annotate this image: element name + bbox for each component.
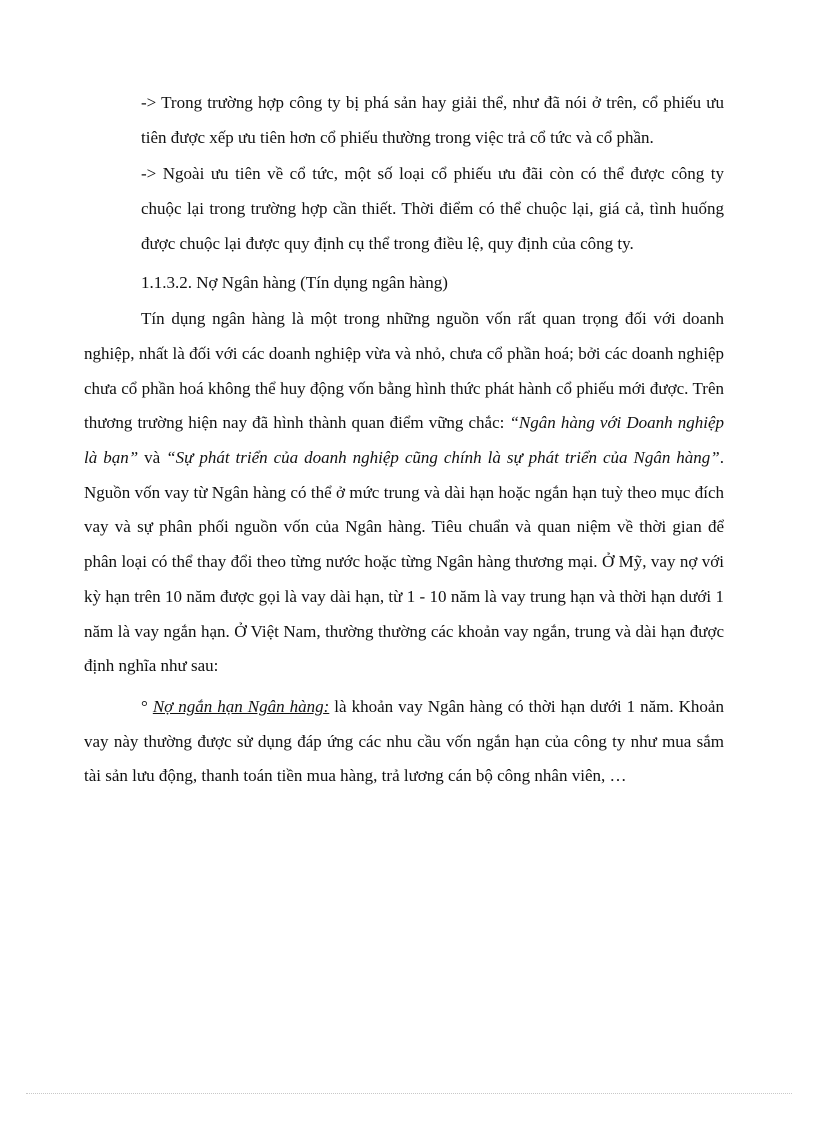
bank-credit-and: và (138, 448, 167, 468)
short-term-loan-colon: : (323, 696, 330, 716)
page-bottom-divider (26, 1093, 792, 1094)
paragraph-preferred-stock-redemption: -> Ngoài ưu tiên về cổ tức, một số loại cổ phiếu ưu đãi còn có thể được công ty chuộc lại trong trường hợp cần thiết. Thời điểm có thể chuộc lại, giá cả, tình huống được chuộc lại được quy định cụ thể trong điều lệ, quy định của công ty. (141, 164, 724, 253)
paragraph-short-term-loan (84, 690, 724, 794)
bank-credit-quote-2: “Sự phát triển của doanh nghiệp cũng chính là sự phát triển của Ngân hàng” (166, 448, 720, 468)
section-heading: 1.1.3.2. Nợ Ngân hàng (Tín dụng ngân hàng) (141, 272, 448, 292)
bullet-icon: ° (141, 696, 153, 716)
body-text (84, 86, 724, 794)
paragraph-preferred-stock-liquidation: -> Trong trường hợp công ty bị phá sản hay giải thể, như đã nói ở trên, cổ phiếu ưu tiên được xếp ưu tiên hơn cổ phiếu thường trong việc trả cổ tức và cổ phần. (141, 93, 724, 147)
bank-credit-quote-1: “Ngân hàng với Doanh nghiệp là bạn” (84, 413, 724, 468)
short-term-loan-term: Nợ ngắn hạn Ngân hàng (152, 696, 324, 716)
paragraph-bank-credit (84, 302, 724, 684)
bank-credit-text-2: . Nguồn vốn vay từ Ngân hàng có thể ở mức trung và dài hạn hoặc ngắn hạn tuỳ theo mục đích vay và sự phân phối nguồn vốn của Ngân hàng. Tiêu chuẩn và quan niệm về thời gian để phân loại có thể thay đổi theo từng nước hoặc từng Ngân hàng thương mại. Ở Mỹ, vay nợ với kỳ hạn trên 10 năm được gọi là vay dài hạn, từ 1 - 10 năm là vay trung hạn và thời hạn dưới 1 năm là vay ngắn hạn. Ở Việt Nam, thường thường các khoản vay ngắn, trung và dài hạn được định nghĩa như sau: (84, 448, 724, 676)
short-term-loan-definition: là khoản vay Ngân hàng có thời hạn dưới 1 năm. Khoản vay này thường được sử dụng đáp ứng các nhu cầu vốn ngắn hạn của công ty như mua sắm tài sản lưu động, thanh toán tiền mua hàng, trả lương cán bộ công nhân viên, … (84, 696, 724, 786)
bank-credit-text-1: Tín dụng ngân hàng là một trong những nguồn vốn rất quan trọng đối với doanh nghiệp, nhất là đối với các doanh nghiệp vừa và nhỏ, chưa cổ phần hoá; bởi các doanh nghiệp chưa cổ phần hoá không thể huy động vốn bằng hình thức phát hành cổ phiếu mới được. Trên thương trường hiện nay đã hình thành quan điểm vững chắc: (84, 309, 724, 433)
